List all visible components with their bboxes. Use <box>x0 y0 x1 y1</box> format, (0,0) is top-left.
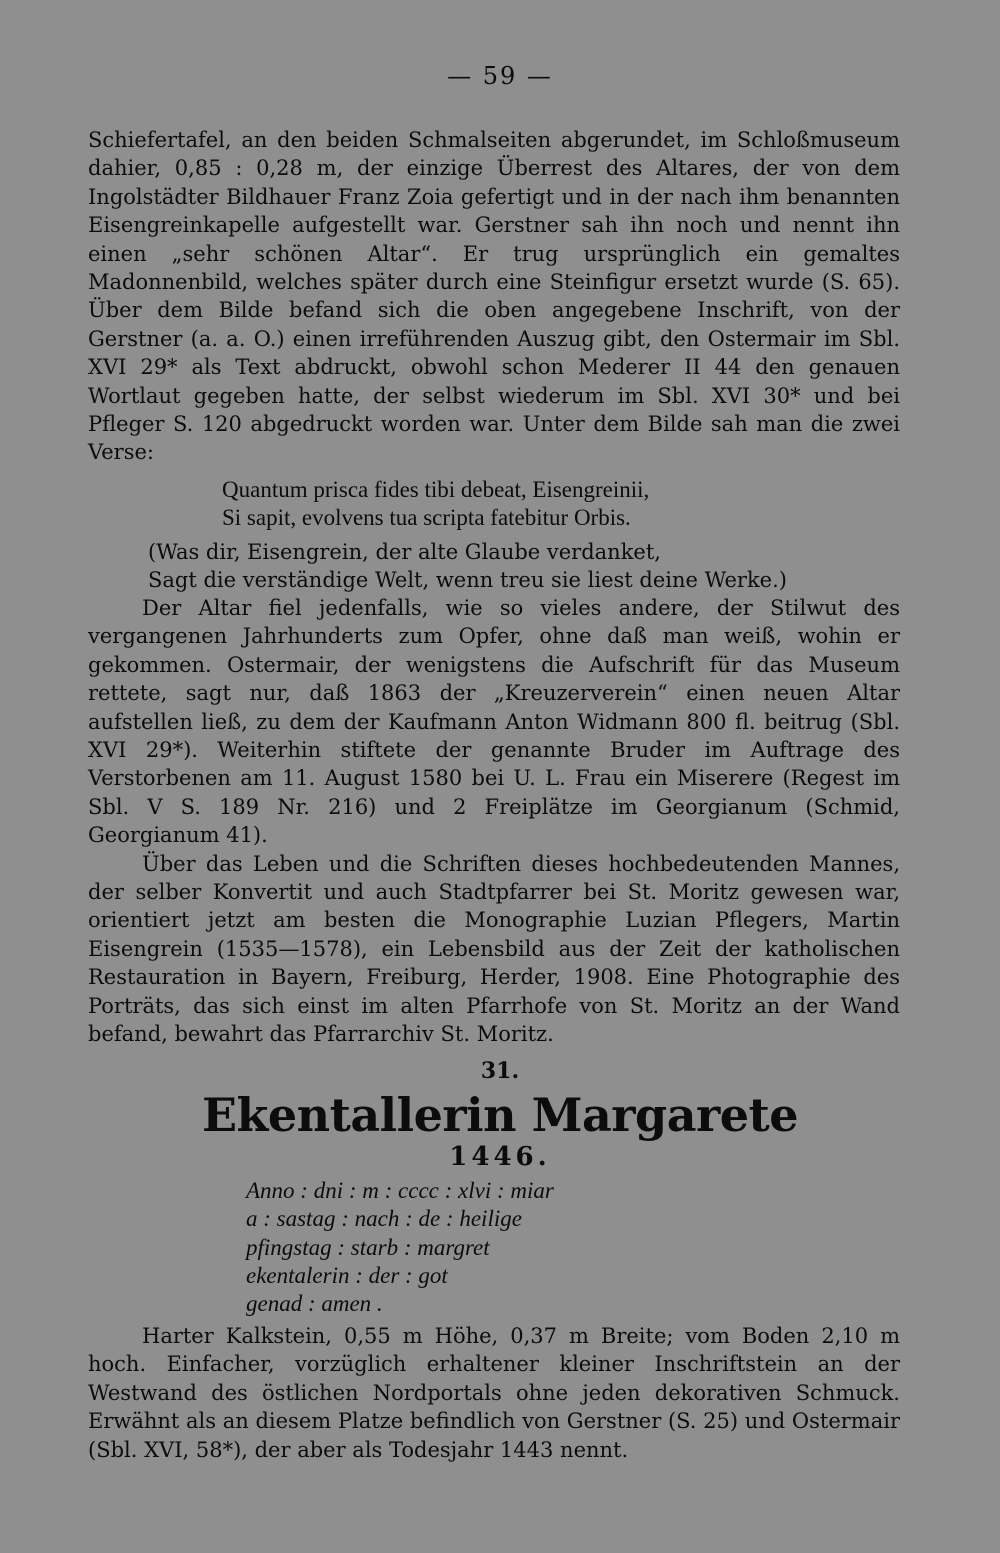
inscription-line-5: genad : amen . <box>246 1291 383 1316</box>
paragraph-2: Der Altar fiel jedenfalls, wie so vieles andere, der Stilwut des vergangenen Jahrhunderts zum Opfer, ohne daß man weiß, wohin er gekommen. Ostermair, der wenigstens die Aufschrift für das Museum rettete, sagt nur, daß 1863 der „Kreuzerverein“ einen neuen Altar aufstellen ließ, zu dem der Kaufmann Anton Widmann 800 fl. beitrug (Sbl. XVI 29*). Weiterhin stiftete der genannte Bruder im Auftrage des Verstorbenen am 11. August 1580 bei U. L. Frau ein Miserere (Regest im Sbl. V S. 189 Nr. 216) und 2 Freiplätze im Georgianum (Schmid, Georgianum 41). <box>88 596 900 848</box>
paragraph-block-3 <box>88 1322 900 1464</box>
inscription-line-4: ekentalerin : der : got <box>246 1263 448 1288</box>
paragraph-4: Harter Kalkstein, 0,55 m Höhe, 0,37 m Breite; vom Boden 2,10 m hoch. Einfacher, vorzüglich erhaltener kleiner Inschriftstein an der Westwand des östlichen Nordportals ohne jeden dekorativen Schmuck. Erwähnt als an diesem Platze befindlich von Gerstner (S. 25) und Ostermair (Sbl. XVI, 58*), der aber als Todesjahr 1443 nennt. <box>88 1324 900 1462</box>
section-heading: Ekentallerin Margarete <box>201 1088 799 1142</box>
german-verse-line-2: Sagt die verständige Welt, wenn treu sie liest deine Werke.) <box>148 568 787 592</box>
inscription-line-3: pfingstag : starb : margret <box>246 1235 490 1260</box>
paragraph-block-1 <box>88 126 900 467</box>
section-number: 31. <box>480 1058 520 1084</box>
paragraph-3: Über das Leben und die Schriften dieses hochbedeutenden Mannes, der selber Konvertit und auch Stadtpfarrer bei St. Moritz gewesen war, orientiert jetzt am besten die Monographie Luzian Pflegers, Martin Eisengrein (1535—1578), ein Lebensbild aus der Zeit der katholischen Restauration in Bayern, Freiburg, Herder, 1908. Eine Photographie des Porträts, das sich einst im alten Pfarrhofe von St. Moritz an der Wand befand, bewahrt das Pfarrarchiv St. Moritz. <box>88 851 900 1047</box>
page-number: — 59 — <box>447 62 553 90</box>
inscription-line-2: a : sastag : nach : de : heilige <box>246 1206 522 1231</box>
inscription-line-1: Anno : dni : m : cccc : xlvi : miar <box>246 1178 554 1203</box>
paragraph-block-2 <box>88 594 900 1049</box>
german-verse-line-1: (Was dir, Eisengrein, der alte Glaube verdanket, <box>148 540 661 564</box>
section-year: 1446. <box>449 1142 551 1172</box>
latin-verse-line-1: Quantum prisca fides tibi debeat, Eisengreinii, <box>222 477 650 502</box>
latin-verse-line-2: Si sapit, evolvens tua scripta fatebitur Orbis. <box>222 505 631 530</box>
paragraph-1: Schiefertafel, an den beiden Schmalseiten abgerundet, im Schloßmuseum dahier, 0,85 : 0,28 m, der einzige Überrest des Altares, der von dem Ingolstädter Bildhauer Franz Zoia gefertigt und in der nach ihm benannten Eisengreinkapelle aufgestellt war. Gerstner sah ihn noch und nennt ihn einen „sehr schönen Altar“. Er trug ursprünglich ein gemaltes Madonnenbild, welches später durch eine Steinfigur ersetzt wurde (S. 65). Über dem Bilde befand sich die oben angegebene Inschrift, von der Gerstner (a. a. O.) einen irreführenden Auszug gibt, den Ostermair im Sbl. XVI 29* als Text abdruckt, obwohl schon Mederer II 44 den genauen Wortlaut gegeben hatte, der selbst wiederum im Sbl. XVI 30* und bei Pfleger S. 120 abgedruckt worden war. Unter dem Bilde sah man die zwei Verse: <box>88 128 900 465</box>
